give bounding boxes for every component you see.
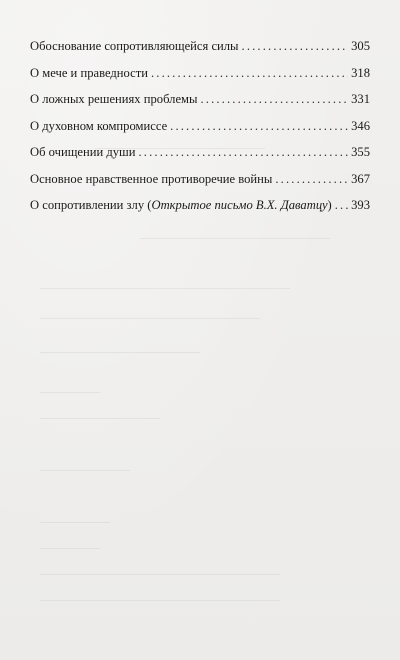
toc-entry-page: 305 bbox=[351, 39, 370, 53]
toc-leader-dots bbox=[275, 171, 348, 187]
bleed-through-line bbox=[140, 238, 330, 239]
bleed-through-line bbox=[40, 574, 280, 575]
toc-entry bbox=[30, 38, 370, 65]
toc-leader-dots bbox=[151, 65, 348, 81]
bleed-through-line bbox=[40, 600, 280, 601]
toc-entry-title: О ложных решениях проблемы bbox=[30, 92, 198, 106]
toc-title-suffix: ) bbox=[327, 198, 332, 212]
toc-title-italic: Открытое письмо В.Х. Даватцу bbox=[151, 198, 328, 212]
toc-entry-title: Об очищении души bbox=[30, 145, 136, 159]
toc-leader-dots bbox=[200, 91, 348, 107]
toc-entry-page: 367 bbox=[351, 171, 370, 186]
toc-entry bbox=[30, 65, 370, 92]
toc-entry bbox=[30, 91, 370, 118]
toc-entry-page: 355 bbox=[351, 145, 370, 159]
bleed-through-line bbox=[40, 392, 100, 393]
toc-entry-page: 393 bbox=[351, 198, 370, 212]
toc-leader-dots bbox=[139, 144, 349, 160]
bleed-through-line bbox=[40, 470, 130, 471]
bleed-through-line bbox=[40, 548, 100, 549]
toc-entry-page: 346 bbox=[351, 118, 370, 133]
toc-entry-page: 331 bbox=[351, 92, 370, 106]
toc-entry-page: 318 bbox=[351, 65, 370, 80]
toc-entry-title: Обоснование сопротивляющейся силы bbox=[30, 39, 239, 53]
toc-title-prefix: О сопротивлении злу ( bbox=[30, 198, 152, 212]
toc-entry-title bbox=[30, 197, 332, 213]
toc-entry-title: О духовном компромиссе bbox=[30, 118, 168, 133]
bleed-through-line bbox=[40, 318, 260, 319]
toc-entry-title: Основное нравственное противоречие войны bbox=[30, 171, 273, 186]
toc-leader-dots bbox=[170, 118, 348, 134]
toc-entry bbox=[30, 118, 370, 145]
toc-entry-title: О мече и праведности bbox=[30, 65, 148, 80]
toc-entry bbox=[30, 171, 370, 198]
bleed-through-line bbox=[40, 522, 110, 523]
bleed-through-line bbox=[40, 418, 160, 419]
bleed-through-line bbox=[40, 352, 200, 353]
table-of-contents bbox=[30, 38, 370, 224]
toc-leader-dots bbox=[242, 38, 349, 54]
bleed-through-line bbox=[40, 288, 290, 289]
toc-leader-dots bbox=[335, 197, 348, 213]
toc-entry bbox=[30, 144, 370, 171]
toc-entry bbox=[30, 197, 370, 224]
